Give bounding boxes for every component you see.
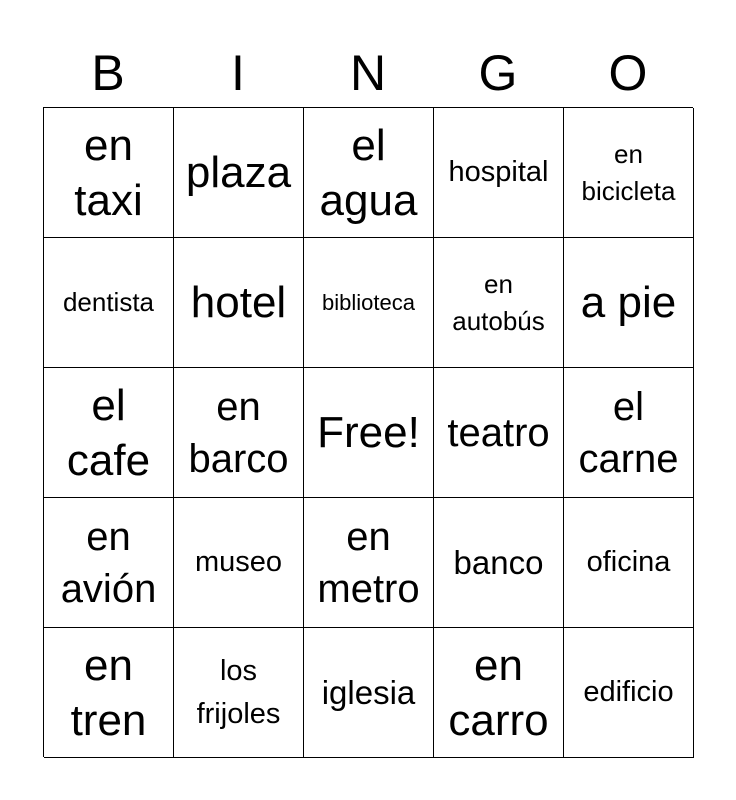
header-letter-b: B [91,45,125,101]
bingo-cell[interactable] [44,498,174,628]
cell-label: museo [194,546,283,579]
bingo-cell[interactable] [304,628,434,758]
cell-label: en taxi [74,120,143,225]
bingo-cell[interactable] [44,628,174,758]
cell-label: en tren [70,640,147,745]
cell-label: a pie [580,278,677,327]
bingo-cell[interactable] [564,498,694,628]
bingo-cell[interactable] [564,108,694,238]
bingo-cell[interactable] [304,238,434,368]
cell-label: banco [453,543,544,581]
bingo-cell[interactable] [174,498,304,628]
bingo-cell[interactable] [44,368,174,498]
cell-label: en autobús [452,269,545,336]
cell-label: el cafe [66,380,151,485]
bingo-cell[interactable] [434,368,564,498]
cell-label: teatro [447,410,550,455]
header-letter-i: I [231,45,245,101]
bingo-cell[interactable] [434,628,564,758]
cell-label: en carro [448,640,549,745]
cell-label: en avión [60,514,157,611]
header-letter-o: O [608,45,648,101]
bingo-cell[interactable] [564,238,694,368]
bingo-board [43,107,693,757]
cell-label: biblioteca [322,290,415,315]
cell-label: plaza [185,148,292,197]
bingo-cell[interactable] [434,108,564,238]
cell-label: dentista [62,287,155,318]
header-letter-n: N [349,45,387,101]
cell-label: el agua [319,120,418,225]
bingo-cell[interactable] [564,628,694,758]
cell-label: hotel [190,278,287,327]
cell-label: iglesia [321,673,416,711]
bingo-cell[interactable] [44,238,174,368]
free-space-label: Free! [317,408,420,457]
bingo-cell[interactable] [174,368,304,498]
header-letter-g: G [478,45,518,101]
cell-label: oficina [586,546,671,579]
bingo-cell[interactable] [434,238,564,368]
cell-label: edificio [583,676,674,709]
cell-label: en barco [188,384,289,481]
cell-label: en bicicleta [581,139,676,206]
cell-label: los frijoles [196,655,281,730]
bingo-header [43,40,693,106]
cell-label: el carne [578,384,679,481]
free-space-cell[interactable] [304,368,434,498]
bingo-cell[interactable] [564,368,694,498]
bingo-cell[interactable] [174,238,304,368]
bingo-cell[interactable] [304,498,434,628]
bingo-cell[interactable] [174,628,304,758]
bingo-cell[interactable] [44,108,174,238]
bingo-cell[interactable] [304,108,434,238]
cell-label: en metro [317,514,420,611]
bingo-cell[interactable] [174,108,304,238]
bingo-cell[interactable] [434,498,564,628]
cell-label: hospital [448,156,549,189]
